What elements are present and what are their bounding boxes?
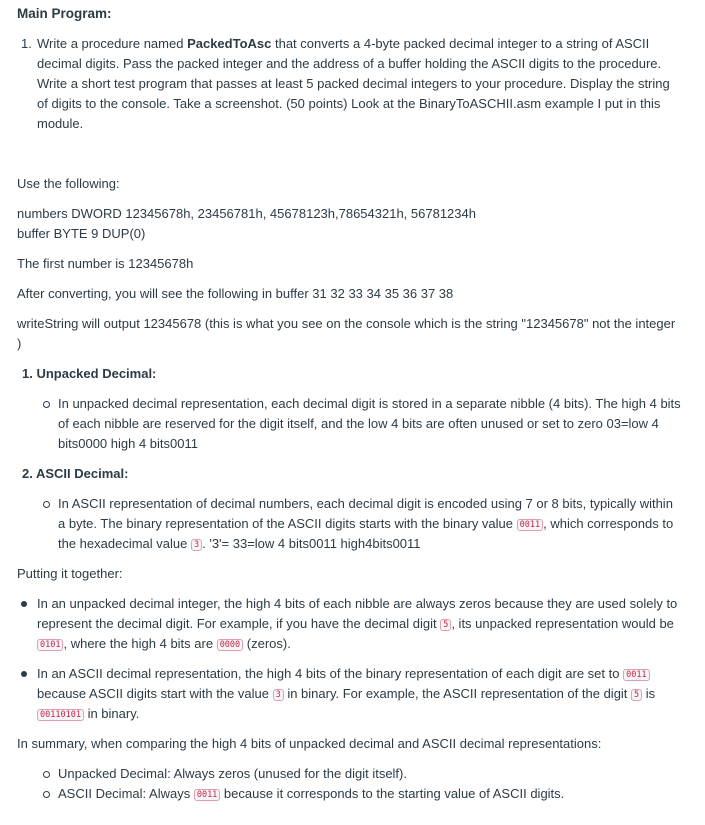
circle-bullet-icon [43, 401, 50, 408]
bullet-ascii: In an ASCII decimal representation, the high 4 bits of the binary representation of each digit are set to 0011 because ASCII digits start with the value 3 in binary. For example, the ASCII representation of the digit 5 is 00110101 in binary. [21, 664, 681, 724]
code-snippet: 3 [273, 689, 284, 701]
disc-bullet-icon [21, 601, 27, 607]
code-snippet: 3 [191, 539, 202, 551]
circle-bullet-icon [43, 501, 50, 508]
circle-bullet-icon [43, 791, 50, 798]
first-number-text: The first number is 12345678h [17, 256, 194, 271]
bullet-unpacked: In an unpacked decimal integer, the high 4 bits of each nibble are always zeros because they are used solely to represent the decimal digit. For example, if you have the decimal digit 5 , its unpacked representation would be 0101 , where the high 4 bits are 0000 (zeros). [21, 594, 681, 654]
code-snippet: 0011 [623, 669, 649, 681]
code-snippet: 5 [631, 689, 642, 701]
after-converting-text: After converting, you will see the following in buffer 31 32 33 34 35 36 37 38 [17, 286, 454, 301]
write-string-text: writeString will output 12345678 (this is what you see on the console which is the string "12345678" not the integer ) [17, 316, 676, 351]
circle-bullet-icon [43, 771, 50, 778]
use-following-label: Use the following: [17, 176, 120, 191]
summary-text: In summary, when comparing the high 4 bits of unpacked decimal and ASCII decimal representations: [17, 736, 602, 751]
ascii-list-item: In ASCII representation of decimal numbers, each decimal digit is encoded using 7 or 8 bits, typically within a byte. The binary representation of the ASCII digits starts with the binary value 0011 , which corresponds to the hexadecimal value 3 . '3'= 33=low 4 bits0011 high4bits0011 [43, 494, 683, 554]
summary-item-ascii: ASCII Decimal: Always 0011 because it corresponds to the starting value of ASCII digits. [43, 784, 683, 804]
summary-item-unpacked: Unpacked Decimal: Always zeros (unused for the digit itself). [43, 764, 683, 784]
unpacked-list-item: In unpacked decimal representation, each decimal digit is stored in a separate nibble (4 bits). The high 4 bits of each nibble are reserved for the digit itself, and the low 4 bits are often unused or set to zero 03=low 4 bits0000 high 4 bits0011 [43, 394, 683, 454]
code-snippet: 0011 [194, 789, 220, 801]
disc-bullet-icon [21, 671, 27, 677]
page-title: Main Program: [17, 6, 112, 21]
question-number: 1. [21, 36, 32, 51]
ascii-heading: 2. ASCII Decimal: [22, 466, 129, 481]
code-snippet: 00110101 [37, 709, 84, 721]
question-1-text: Write a procedure named PackedToAsc that converts a 4-byte packed decimal integer to a string of ASCII decimal digits. Pass the packed integer and the address of a buffer holding the ASCII digits to the procedure. Write a short test program that passes at least 5 packed decimal integers to your procedure. Display the string of digits to the console. Take a screenshot. (50 points) Look at the BinaryToASCHII.asm example I put in this module. [37, 36, 670, 131]
code-snippet: 0000 [217, 639, 243, 651]
code-snippet: 0011 [517, 519, 543, 531]
question-1 [17, 34, 682, 134]
putting-together-label: Putting it together: [17, 566, 123, 581]
procedure-name: PackedToAsc [187, 36, 272, 51]
buffer-declaration: buffer BYTE 9 DUP(0) [17, 226, 146, 241]
code-snippet: 0101 [37, 639, 63, 651]
code-snippet: 5 [440, 619, 451, 631]
numbers-declaration: numbers DWORD 12345678h, 23456781h, 45678123h,78654321h, 56781234h [17, 206, 476, 221]
unpacked-heading: 1. Unpacked Decimal: [22, 366, 157, 381]
